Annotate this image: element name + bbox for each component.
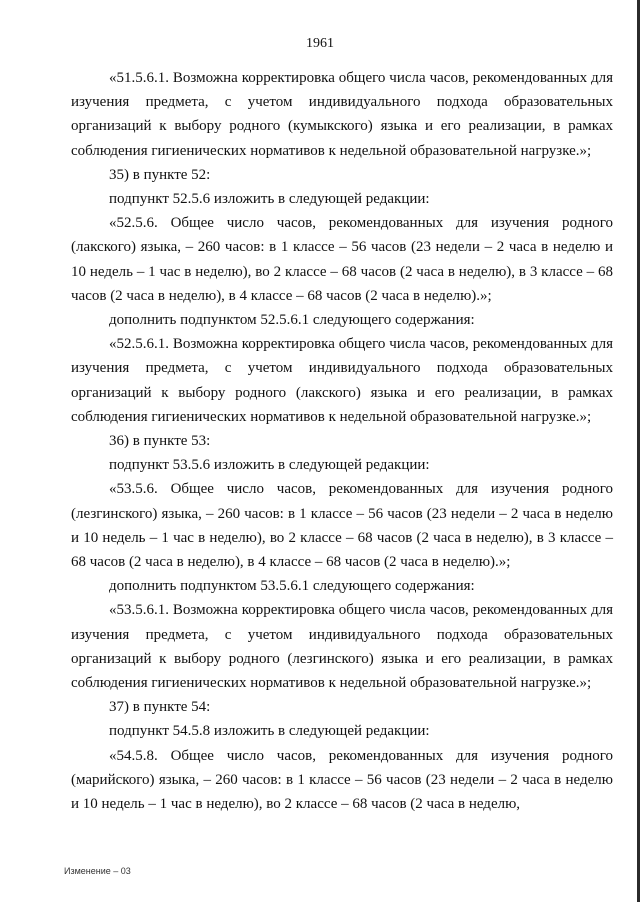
paragraph-item-36: 36) в пункте 53: [109,433,211,450]
paragraph-subitem-52-5-6-intro: подпункт 52.5.6 изложить в следующей редакции: [109,191,430,208]
footer-revision-note: Изменение – 03 [64,866,131,876]
paragraph-52-5-6: «52.5.6. Общее число часов, рекомендованных для изучения родного (лакского) языка, – 260 часов: в 1 классе – 56 часов (23 недели – 2 часа в неделю и 10 недель – 1 час в неделю), во 2 классе – 68 часов (2 часа в неделю), в 3 классе – 68 часов (2 часа в неделю), в 4 классе – 68 часов (2 часа в неделю).»; [71,215,613,304]
paragraph-item-35: 35) в пункте 52: [109,166,211,183]
page-number: 1961 [306,36,334,51]
paragraph-add-53-5-6-1: дополнить подпунктом 53.5.6.1 следующего содержания: [109,578,475,595]
paragraph-subitem-54-5-8-intro: подпункт 54.5.8 изложить в следующей редакции: [109,723,430,740]
paragraph-54-5-8: «54.5.8. Общее число часов, рекомендованных для изучения родного (марийского) языка, – 260 часов: в 1 классе – 56 часов (23 недели – 2 часа в неделю и 10 недель – 1 час в неделю), во 2 классе – 68 часов (2 часа в неделю, [71,747,613,813]
paragraph-51-5-6-1: «51.5.6.1. Возможна корректировка общего числа часов, рекомендованных для изучения предмета, с учетом индивидуального подхода образовательных организаций к выбору родного (кумыкского) языка и его реализации, в рамках соблюдения гигиенических нормативов к недельной образовательной нагрузке.»; [71,70,613,159]
paragraph-52-5-6-1: «52.5.6.1. Возможна корректировка общего числа часов, рекомендованных для изучения предмета, с учетом индивидуального подхода образовательных организаций к выбору родного (лакского) языка и его реализации, в рамках соблюдения гигиенических нормативов к недельной образовательной нагрузке.»; [71,336,613,425]
paragraph-53-5-6-1: «53.5.6.1. Возможна корректировка общего числа часов, рекомендованных для изучения предмета, с учетом индивидуального подхода образовательных организаций к выбору родного (лезгинского) языка и его реализации, в рамках соблюдения гигиенических нормативов к недельной образовательной нагрузке.»; [71,602,613,692]
paragraph-add-52-5-6-1: дополнить подпунктом 52.5.6.1 следующего содержания: [109,312,475,329]
document-body [71,66,613,816]
paragraph-subitem-53-5-6-intro: подпункт 53.5.6 изложить в следующей редакции: [109,457,430,474]
paragraph-item-37: 37) в пункте 54: [109,699,211,716]
paragraph-53-5-6: «53.5.6. Общее число часов, рекомендованных для изучения родного (лезгинского) языка, – 260 часов: в 1 классе – 56 часов (23 недели – 2 часа в неделю и 10 недель – 1 час в неделю), во 2 классе – 68 часов (2 часа в неделю), в 3 классе – 68 часов (2 часа в неделю), в 4 классе – 68 часов (2 часа в неделю).»; [71,481,613,571]
